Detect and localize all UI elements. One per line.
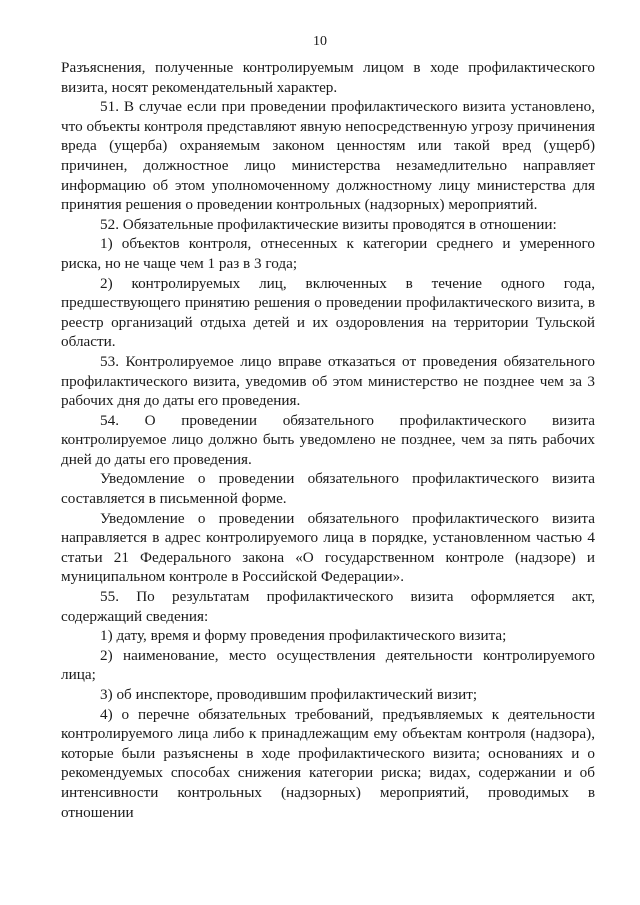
paragraph-52: 52. Обязательные профилактические визиты проводятся в отношении: [100,215,557,233]
paragraph-55: 55. По результатам профилактического визита оформляется акт, содержащий сведения: [61,588,595,625]
paragraph-55-item-4: 4) о перечне обязательных требований, предъявляемых к деятельности контролируемого лица либо к принадлежащим ему объектам контроля (надзора), которые были разъяснены в ходе профилактического визита; основаниях и о рекомендуемых способах снижения категории риска; видах, содержании и об интенсивности контрольных (надзорных) мероприятий, проводимых в отношении [61,705,595,821]
paragraph-54-notice-form: Уведомление о проведении обязательного профилактического визита составляется в письменной форме. [61,470,595,508]
paragraph-54: 54. О проведении обязательного профилактического визита контролируемое лицо должно быть уведомлено не позднее, чем за пять рабочих дней до даты его проведения. [61,411,595,468]
paragraph-51: 51. В случае если при проведении профилактического визита установлено, что объекты контроля представляют явную непосредственную угрозу причинения вреда (ущерба) охраняемым законом ценностям или такой вред (ущерб) причинен, должностное лицо министерства незамедлительно направляет информацию об этом уполномоченному должностному лицу министерства для принятия решения о проведении контрольных (надзорных) мероприятий. [61,98,595,214]
paragraph-55-item-1: 1) дату, время и форму проведения профилактического визита; [100,627,507,645]
paragraph-52-item-1: 1) объектов контроля, отнесенных к категории среднего и умеренного риска, но не чаще чем 1 раз в 3 года; [61,235,595,272]
paragraph-54-notice-delivery: Уведомление о проведении обязательного профилактического визита направляется в адрес контролируемого лица в порядке, установленном частью 4 статьи 21 Федерального закона «О государственном контроле (надзоре) и муниципальном контроле в Российской Федерации». [61,509,595,586]
page-number: 10 [313,34,327,49]
paragraph-53: 53. Контролируемое лицо вправе отказаться от проведения обязательного профилактического визита, уведомив об этом министерство не позднее чем за 3 рабочих дня до даты его проведения. [61,352,595,410]
paragraph-55-item-3: 3) об инспекторе, проводившим профилактический визит; [100,686,478,703]
document-body [61,58,595,822]
paragraph-52-item-2: 2) контролируемых лиц, включенных в течение одного года, предшествующего принятию решения о проведении профилактического визита, в реестр организаций отдыха детей и их оздоровления на территории Тульской области. [61,274,595,351]
paragraph-55-item-2: 2) наименование, место осуществления деятельности контролируемого лица; [61,646,595,684]
paragraph-intro: Разъяснения, полученные контролируемым лицом в ходе профилактического визита, носят рекомендательный характер. [61,59,595,96]
